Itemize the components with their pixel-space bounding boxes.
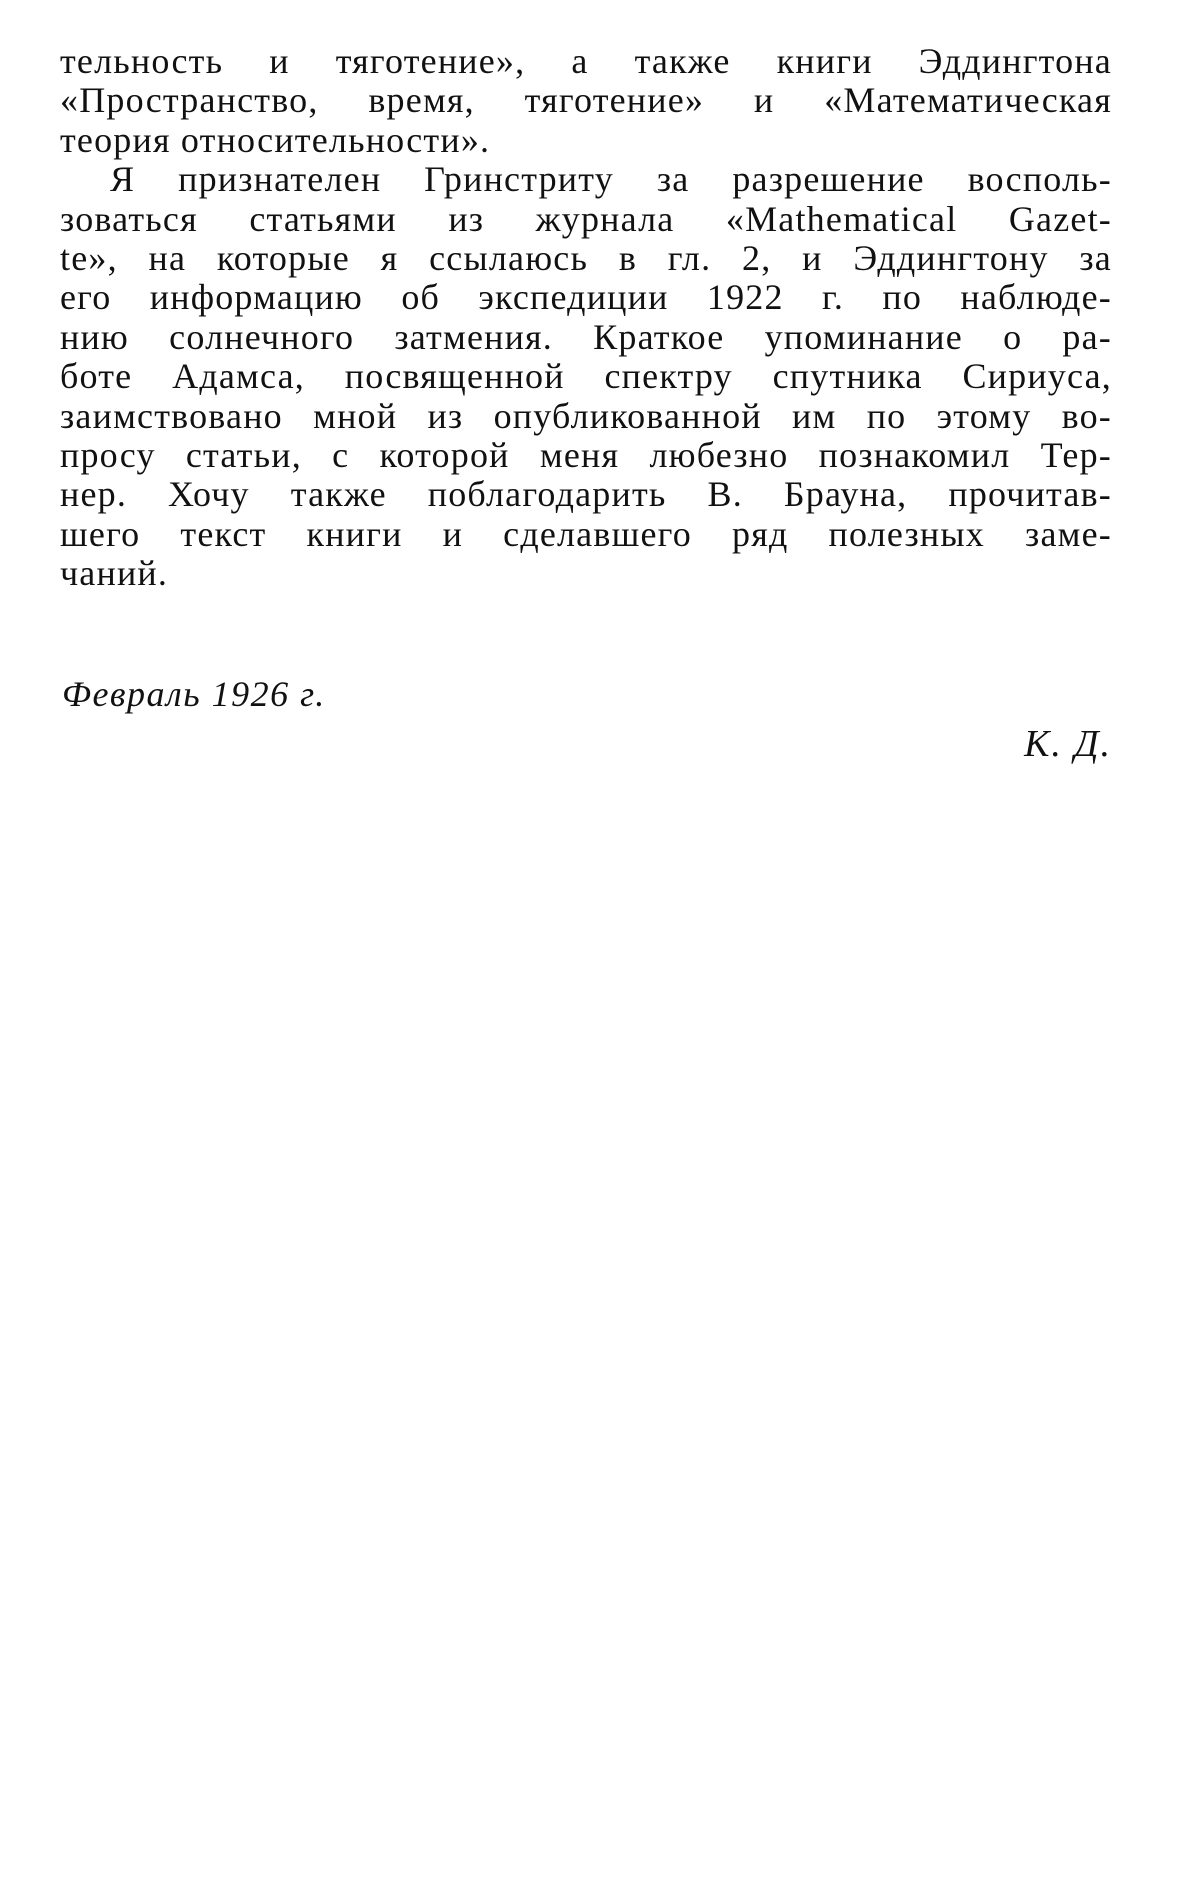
text-line: теория относительности». (60, 120, 491, 160)
text-line: чаний. (60, 554, 169, 594)
text-line: te», на которые я ссылаюсь в гл. 2, и Эддингтону за (60, 238, 1112, 278)
text-line: заимствовано мной из опубликованной им по этому во- (60, 396, 1112, 436)
text-line: боте Адамса, посвященной спектру спутника Сириуса, (60, 357, 1112, 397)
text-line: его информацию об экспедиции 1922 г. по наблюде- (60, 278, 1112, 318)
text-line: просу статьи, с которой меня любезно познакомил Тер- (60, 435, 1112, 475)
body-text (60, 42, 1112, 593)
text-line: нию солнечного затмения. Краткое упоминание о ра- (60, 317, 1112, 357)
text-line: тельность и тяготение», а также книги Эддингтона (60, 42, 1112, 81)
author-initials: К. Д. (1024, 723, 1112, 765)
text-line: нер. Хочу также поблагодарить В. Брауна, прочитав- (60, 475, 1112, 515)
text-line: зоваться статьями из журнала «Mathematical Gazet- (60, 199, 1112, 239)
text-line: «Пространство, время, тяготение» и «Математическая (60, 81, 1112, 121)
text-line: шего текст книги и сделавшего ряд полезных заме- (60, 514, 1112, 554)
preface-date: Февраль 1926 г. (62, 674, 326, 714)
paragraph-first-line: Я признателен Гринстриту за разрешение восполь- (110, 160, 1112, 200)
